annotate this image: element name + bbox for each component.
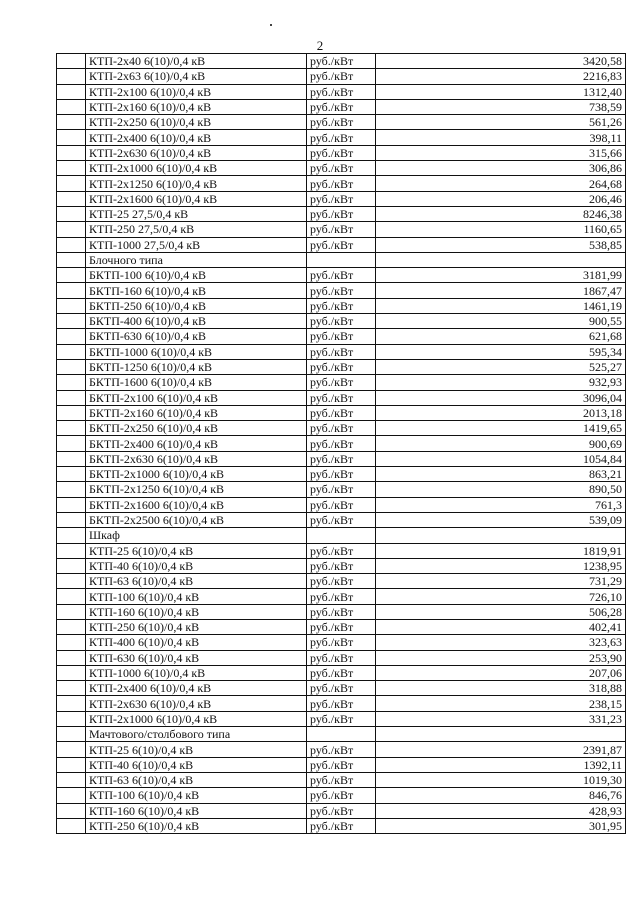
section-title: Мачтового/столбового типа [86, 727, 307, 742]
item-name-cell: КТП-25 6(10)/0,4 кВ [86, 543, 307, 558]
table-row [57, 574, 626, 589]
table-row [57, 497, 626, 512]
unit-cell: руб./кВт [307, 604, 376, 619]
index-cell [57, 421, 86, 436]
item-name-cell: КТП-25 27,5/0,4 кВ [86, 206, 307, 221]
value-cell: 900,55 [376, 314, 626, 329]
item-name-cell: КТП-40 6(10)/0,4 кВ [86, 757, 307, 772]
value-cell: 207,06 [376, 665, 626, 680]
table-row [57, 742, 626, 757]
value-cell: 2391,87 [376, 742, 626, 757]
item-name-cell: КТП-40 6(10)/0,4 кВ [86, 558, 307, 573]
index-cell [57, 742, 86, 757]
item-name-cell: КТП-160 6(10)/0,4 кВ [86, 803, 307, 818]
section-row [57, 252, 626, 267]
item-name-cell: КТП-2х63 6(10)/0,4 кВ [86, 69, 307, 84]
table-row [57, 329, 626, 344]
value-cell: 890,50 [376, 482, 626, 497]
unit-cell: руб./кВт [307, 818, 376, 833]
item-name-cell: КТП-2х630 6(10)/0,4 кВ [86, 696, 307, 711]
table-row [57, 818, 626, 833]
item-name-cell: КТП-160 6(10)/0,4 кВ [86, 604, 307, 619]
unit-cell: руб./кВт [307, 69, 376, 84]
unit-cell: руб./кВт [307, 757, 376, 772]
index-cell [57, 757, 86, 772]
item-name-cell: КТП-2х630 6(10)/0,4 кВ [86, 145, 307, 160]
unit-cell: руб./кВт [307, 84, 376, 99]
item-name-cell: КТП-1000 27,5/0,4 кВ [86, 237, 307, 252]
unit-cell: руб./кВт [307, 237, 376, 252]
table-row [57, 99, 626, 114]
value-cell: 932,93 [376, 375, 626, 390]
value-cell [376, 727, 626, 742]
value-cell: 2013,18 [376, 405, 626, 420]
value-cell: 863,21 [376, 467, 626, 482]
value-cell: 8246,38 [376, 206, 626, 221]
item-name-cell: КТП-2х100 6(10)/0,4 кВ [86, 84, 307, 99]
item-name-cell: КТП-2х250 6(10)/0,4 кВ [86, 115, 307, 130]
index-cell [57, 84, 86, 99]
value-cell: 846,76 [376, 788, 626, 803]
table-row [57, 788, 626, 803]
table-row [57, 681, 626, 696]
index-cell [57, 650, 86, 665]
value-cell: 621,68 [376, 329, 626, 344]
price-table-body [57, 54, 626, 834]
index-cell [57, 818, 86, 833]
item-name-cell: БКТП-1250 6(10)/0,4 кВ [86, 359, 307, 374]
index-cell [57, 405, 86, 420]
table-row [57, 558, 626, 573]
unit-cell: руб./кВт [307, 115, 376, 130]
unit-cell: руб./кВт [307, 54, 376, 69]
value-cell: 1867,47 [376, 283, 626, 298]
table-row [57, 237, 626, 252]
value-cell: 331,23 [376, 711, 626, 726]
index-cell [57, 512, 86, 527]
value-cell: 1054,84 [376, 451, 626, 466]
item-name-cell: БКТП-2х400 6(10)/0,4 кВ [86, 436, 307, 451]
item-name-cell: КТП-250 6(10)/0,4 кВ [86, 818, 307, 833]
unit-cell: руб./кВт [307, 329, 376, 344]
item-name-cell: КТП-250 27,5/0,4 кВ [86, 222, 307, 237]
unit-cell: руб./кВт [307, 803, 376, 818]
index-cell [57, 558, 86, 573]
table-row [57, 665, 626, 680]
unit-cell [307, 528, 376, 543]
value-cell: 3181,99 [376, 268, 626, 283]
unit-cell: руб./кВт [307, 467, 376, 482]
index-cell [57, 222, 86, 237]
value-cell: 238,15 [376, 696, 626, 711]
item-name-cell: БКТП-1600 6(10)/0,4 кВ [86, 375, 307, 390]
unit-cell: руб./кВт [307, 788, 376, 803]
item-name-cell: КТП-2х400 6(10)/0,4 кВ [86, 130, 307, 145]
table-row [57, 54, 626, 69]
unit-cell: руб./кВт [307, 696, 376, 711]
unit-cell: руб./кВт [307, 650, 376, 665]
unit-cell: руб./кВт [307, 344, 376, 359]
value-cell: 731,29 [376, 574, 626, 589]
value-cell: 402,41 [376, 619, 626, 634]
table-row [57, 375, 626, 390]
item-name-cell: БКТП-250 6(10)/0,4 кВ [86, 298, 307, 313]
item-name-cell: КТП-63 6(10)/0,4 кВ [86, 574, 307, 589]
unit-cell: руб./кВт [307, 145, 376, 160]
table-row [57, 604, 626, 619]
item-name-cell: БКТП-2х160 6(10)/0,4 кВ [86, 405, 307, 420]
value-cell: 738,59 [376, 99, 626, 114]
unit-cell: руб./кВт [307, 742, 376, 757]
item-name-cell: БКТП-400 6(10)/0,4 кВ [86, 314, 307, 329]
value-cell: 306,86 [376, 161, 626, 176]
item-name-cell: БКТП-2х1600 6(10)/0,4 кВ [86, 497, 307, 512]
index-cell [57, 436, 86, 451]
value-cell [376, 528, 626, 543]
index-cell [57, 696, 86, 711]
table-row [57, 589, 626, 604]
item-name-cell: БКТП-2х1250 6(10)/0,4 кВ [86, 482, 307, 497]
table-row [57, 161, 626, 176]
unit-cell: руб./кВт [307, 451, 376, 466]
unit-cell [307, 252, 376, 267]
index-cell [57, 772, 86, 787]
unit-cell: руб./кВт [307, 772, 376, 787]
unit-cell [307, 727, 376, 742]
table-row [57, 176, 626, 191]
item-name-cell: БКТП-2х630 6(10)/0,4 кВ [86, 451, 307, 466]
index-cell [57, 176, 86, 191]
unit-cell: руб./кВт [307, 314, 376, 329]
scan-dot [270, 24, 272, 26]
table-row [57, 803, 626, 818]
item-name-cell: КТП-2х1250 6(10)/0,4 кВ [86, 176, 307, 191]
item-name-cell: БКТП-100 6(10)/0,4 кВ [86, 268, 307, 283]
table-row [57, 467, 626, 482]
table-row [57, 191, 626, 206]
value-cell [376, 252, 626, 267]
table-row [57, 390, 626, 405]
item-name-cell: БКТП-2х2500 6(10)/0,4 кВ [86, 512, 307, 527]
table-row [57, 650, 626, 665]
unit-cell: руб./кВт [307, 482, 376, 497]
table-row [57, 619, 626, 634]
table-row [57, 84, 626, 99]
unit-cell: руб./кВт [307, 589, 376, 604]
unit-cell: руб./кВт [307, 574, 376, 589]
value-cell: 595,34 [376, 344, 626, 359]
unit-cell: руб./кВт [307, 711, 376, 726]
index-cell [57, 130, 86, 145]
value-cell: 1160,65 [376, 222, 626, 237]
value-cell: 2216,83 [376, 69, 626, 84]
table-row [57, 359, 626, 374]
index-cell [57, 681, 86, 696]
index-cell [57, 543, 86, 558]
unit-cell: руб./кВт [307, 543, 376, 558]
section-title: Шкаф [86, 528, 307, 543]
index-cell [57, 161, 86, 176]
unit-cell: руб./кВт [307, 558, 376, 573]
page-number: 2 [316, 38, 324, 53]
index-cell [57, 451, 86, 466]
index-cell [57, 329, 86, 344]
unit-cell: руб./кВт [307, 359, 376, 374]
value-cell: 3420,58 [376, 54, 626, 69]
unit-cell: руб./кВт [307, 176, 376, 191]
unit-cell: руб./кВт [307, 99, 376, 114]
value-cell: 900,69 [376, 436, 626, 451]
index-cell [57, 467, 86, 482]
table-row [57, 130, 626, 145]
table-row [57, 405, 626, 420]
table-row [57, 421, 626, 436]
item-name-cell: БКТП-2х250 6(10)/0,4 кВ [86, 421, 307, 436]
index-cell [57, 497, 86, 512]
value-cell: 1461,19 [376, 298, 626, 313]
table-row [57, 344, 626, 359]
unit-cell: руб./кВт [307, 421, 376, 436]
value-cell: 1419,65 [376, 421, 626, 436]
section-row [57, 727, 626, 742]
table-row [57, 298, 626, 313]
unit-cell: руб./кВт [307, 665, 376, 680]
table-row [57, 696, 626, 711]
item-name-cell: КТП-2х160 6(10)/0,4 кВ [86, 99, 307, 114]
unit-cell: руб./кВт [307, 405, 376, 420]
unit-cell: руб./кВт [307, 268, 376, 283]
item-name-cell: КТП-1000 6(10)/0,4 кВ [86, 665, 307, 680]
table-row [57, 451, 626, 466]
value-cell: 1019,30 [376, 772, 626, 787]
value-cell: 1392,11 [376, 757, 626, 772]
index-cell [57, 298, 86, 313]
index-cell [57, 589, 86, 604]
index-cell [57, 604, 86, 619]
table-row [57, 145, 626, 160]
value-cell: 206,46 [376, 191, 626, 206]
item-name-cell: КТП-2х1000 6(10)/0,4 кВ [86, 161, 307, 176]
value-cell: 398,11 [376, 130, 626, 145]
item-name-cell: КТП-2х40 6(10)/0,4 кВ [86, 54, 307, 69]
index-cell [57, 375, 86, 390]
unit-cell: руб./кВт [307, 298, 376, 313]
unit-cell: руб./кВт [307, 436, 376, 451]
index-cell [57, 283, 86, 298]
index-cell [57, 145, 86, 160]
index-cell [57, 574, 86, 589]
table-row [57, 482, 626, 497]
unit-cell: руб./кВт [307, 681, 376, 696]
index-cell [57, 54, 86, 69]
unit-cell: руб./кВт [307, 512, 376, 527]
unit-cell: руб./кВт [307, 619, 376, 634]
index-cell [57, 635, 86, 650]
table-row [57, 268, 626, 283]
index-cell [57, 711, 86, 726]
index-cell [57, 665, 86, 680]
table-row [57, 206, 626, 221]
item-name-cell: БКТП-2х100 6(10)/0,4 кВ [86, 390, 307, 405]
index-cell [57, 191, 86, 206]
price-table [56, 53, 626, 834]
table-row [57, 711, 626, 726]
table-row [57, 69, 626, 84]
section-row [57, 528, 626, 543]
value-cell: 1312,40 [376, 84, 626, 99]
unit-cell: руб./кВт [307, 222, 376, 237]
unit-cell: руб./кВт [307, 161, 376, 176]
item-name-cell: КТП-2х400 6(10)/0,4 кВ [86, 681, 307, 696]
index-cell [57, 727, 86, 742]
item-name-cell: КТП-250 6(10)/0,4 кВ [86, 619, 307, 634]
item-name-cell: БКТП-630 6(10)/0,4 кВ [86, 329, 307, 344]
table-row [57, 314, 626, 329]
value-cell: 726,10 [376, 589, 626, 604]
table-row [57, 436, 626, 451]
index-cell [57, 359, 86, 374]
item-name-cell: КТП-2х1000 6(10)/0,4 кВ [86, 711, 307, 726]
item-name-cell: БКТП-2х1000 6(10)/0,4 кВ [86, 467, 307, 482]
unit-cell: руб./кВт [307, 191, 376, 206]
index-cell [57, 69, 86, 84]
table-row [57, 115, 626, 130]
unit-cell: руб./кВт [307, 635, 376, 650]
index-cell [57, 528, 86, 543]
table-row [57, 635, 626, 650]
item-name-cell: БКТП-1000 6(10)/0,4 кВ [86, 344, 307, 359]
table-row [57, 543, 626, 558]
index-cell [57, 115, 86, 130]
table-row [57, 222, 626, 237]
value-cell: 506,28 [376, 604, 626, 619]
unit-cell: руб./кВт [307, 497, 376, 512]
value-cell: 253,90 [376, 650, 626, 665]
table-row [57, 772, 626, 787]
index-cell [57, 237, 86, 252]
section-title: Блочного типа [86, 252, 307, 267]
value-cell: 264,68 [376, 176, 626, 191]
index-cell [57, 803, 86, 818]
unit-cell: руб./кВт [307, 375, 376, 390]
index-cell [57, 268, 86, 283]
value-cell: 1238,95 [376, 558, 626, 573]
value-cell: 525,27 [376, 359, 626, 374]
value-cell: 538,85 [376, 237, 626, 252]
unit-cell: руб./кВт [307, 206, 376, 221]
value-cell: 761,3 [376, 497, 626, 512]
index-cell [57, 99, 86, 114]
unit-cell: руб./кВт [307, 390, 376, 405]
index-cell [57, 314, 86, 329]
table-row [57, 512, 626, 527]
item-name-cell: КТП-100 6(10)/0,4 кВ [86, 788, 307, 803]
value-cell: 315,66 [376, 145, 626, 160]
index-cell [57, 344, 86, 359]
index-cell [57, 788, 86, 803]
value-cell: 561,26 [376, 115, 626, 130]
index-cell [57, 482, 86, 497]
unit-cell: руб./кВт [307, 283, 376, 298]
value-cell: 539,09 [376, 512, 626, 527]
index-cell [57, 619, 86, 634]
index-cell [57, 252, 86, 267]
item-name-cell: КТП-100 6(10)/0,4 кВ [86, 589, 307, 604]
index-cell [57, 206, 86, 221]
item-name-cell: КТП-400 6(10)/0,4 кВ [86, 635, 307, 650]
index-cell [57, 390, 86, 405]
unit-cell: руб./кВт [307, 130, 376, 145]
value-cell: 301,95 [376, 818, 626, 833]
value-cell: 318,88 [376, 681, 626, 696]
value-cell: 323,63 [376, 635, 626, 650]
value-cell: 428,93 [376, 803, 626, 818]
item-name-cell: КТП-25 6(10)/0,4 кВ [86, 742, 307, 757]
item-name-cell: КТП-2х1600 6(10)/0,4 кВ [86, 191, 307, 206]
item-name-cell: БКТП-160 6(10)/0,4 кВ [86, 283, 307, 298]
table-row [57, 757, 626, 772]
item-name-cell: КТП-63 6(10)/0,4 кВ [86, 772, 307, 787]
value-cell: 3096,04 [376, 390, 626, 405]
item-name-cell: КТП-630 6(10)/0,4 кВ [86, 650, 307, 665]
table-row [57, 283, 626, 298]
value-cell: 1819,91 [376, 543, 626, 558]
